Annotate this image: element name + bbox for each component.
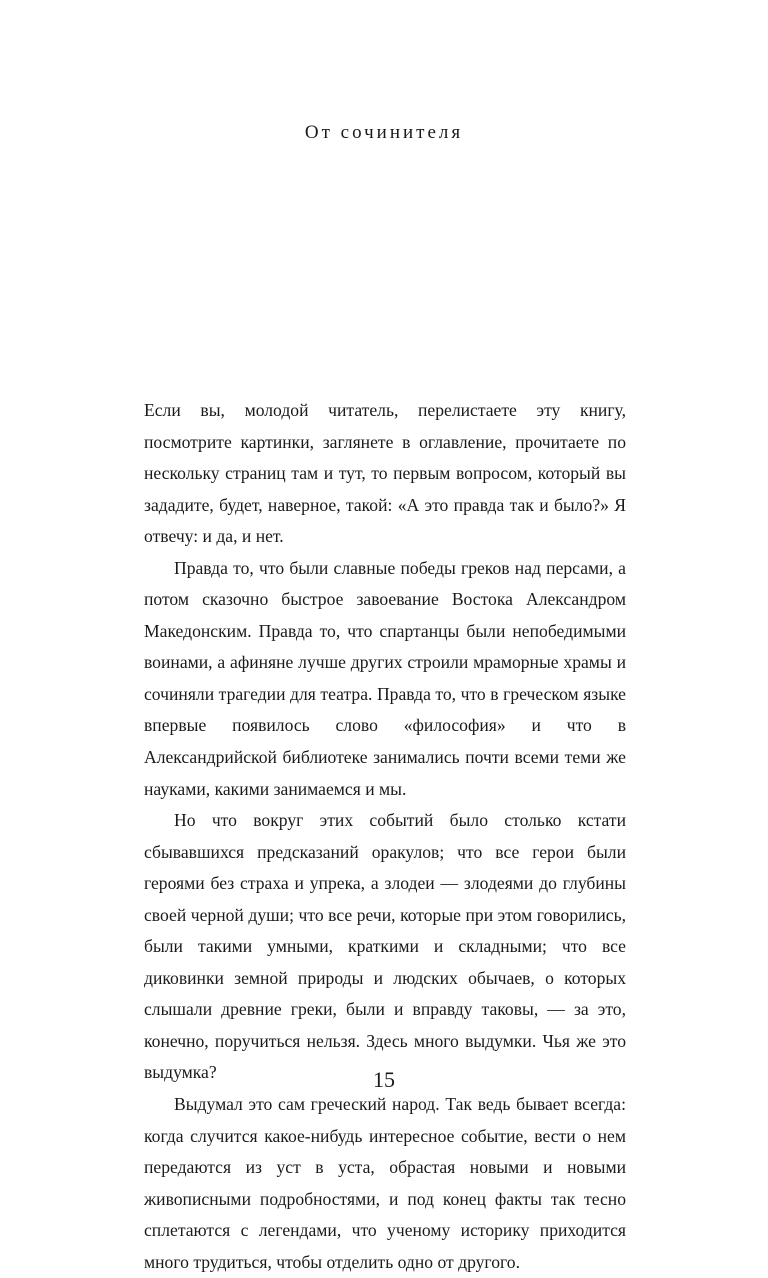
paragraph-4: Выдумал это сам греческий народ. Так ведь бывает всегда: когда случится какое-нибудь интересное событие, вести о нем передаются из уст в уста, обрастая новыми и новыми живописными подробностями, и под конец факты так тесно сплетаются с легендами, что ученому историку приходится много трудиться, чтобы отделить одно от другого.: [144, 1094, 626, 1272]
paragraph-3: Но что вокруг этих событий было столько кстати сбывавшихся предсказаний оракулов; что все герои были героями без страха и упрека, а злодеи — злодеями до глубины своей черной души; что все речи, которые при этом говорились, были такими умными, краткими и складными; что все диковинки земной природы и людских обычаев, о которых слышали древние греки, были и вправду таковы, — за это, конечно, поручиться нельзя. Здесь много выдумки. Чья же это выдумка?: [144, 810, 626, 1083]
page-number: 15: [373, 1067, 395, 1092]
chapter-heading: От сочинителя: [304, 122, 464, 143]
paragraph-2: Правда то, что были славные победы греков над персами, а потом сказочно быстрое завоевание Востока Александром Македонским. Правда то, что спартанцы были непобедимыми воинами, а афиняне лучше других строили мраморные храмы и сочиняли трагедии для театра. Правда то, что в греческом языке впервые появилось слово «философия» и что в Александрийской библиотеке занимались почти всеми теми же науками, какими занимаемся и мы.: [144, 557, 626, 799]
body-text: [144, 395, 626, 1278]
paragraph-1: Если вы, молодой читатель, перелистаете эту книгу, посмотрите картинки, заглянете в оглавление, прочитаете по нескольку страниц там и тут, то первым вопросом, который вы зададите, будет, наверное, такой: «А это правда так и было?» Я отвечу: и да, и нет.: [144, 400, 626, 547]
